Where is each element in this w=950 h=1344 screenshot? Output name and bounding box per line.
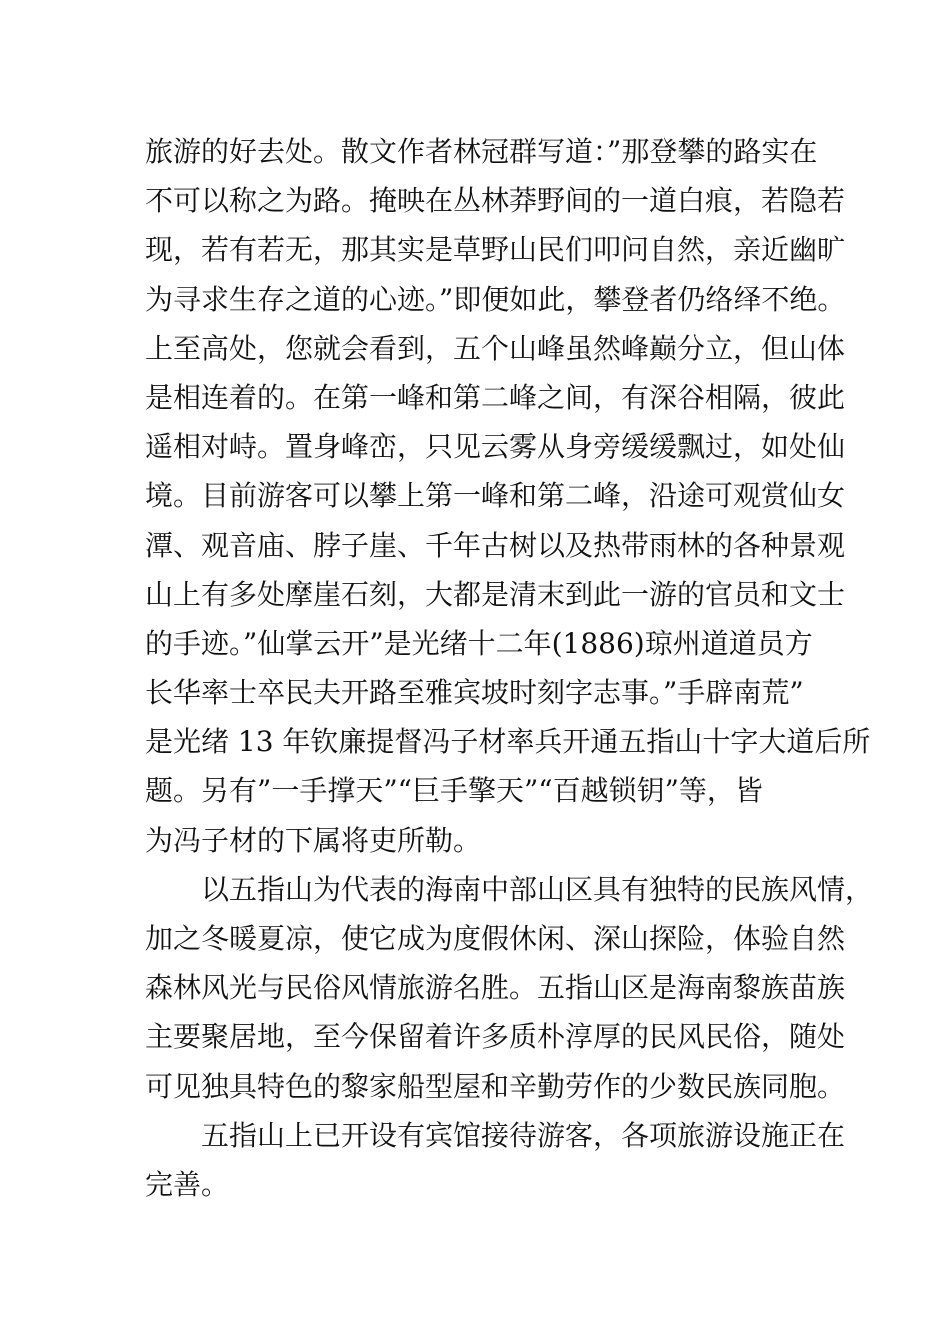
text-line: 上至高处，您就会看到，五个山峰虽然峰巅分立，但山体 xyxy=(145,331,846,365)
text-line: 为冯子材的下属将吏所勒。 xyxy=(145,823,482,857)
text-line: 不可以称之为路。掩映在丛林莽野间的一道白痕，若隐若 xyxy=(145,184,846,218)
text-line: 森林风光与民俗风情旅游名胜。五指山区是海南黎族苗族 xyxy=(145,971,846,1005)
text-line: 题。另有”一手撑天”“巨手擎天”“百越锁钥”等，皆 xyxy=(145,774,763,808)
text-line: 的手迹。”仙掌云开”是光绪十二年(1886)琼州道道员方 xyxy=(145,626,813,660)
body-text xyxy=(145,127,874,1209)
text-line: 可见独具特色的黎家船型屋和辛勤劳作的少数民族同胞。 xyxy=(145,1069,846,1103)
text-line: 五指山上已开设有宾馆接待游客，各项旅游设施正在 xyxy=(145,1118,846,1152)
text-line: 长华率士卒民夫开路至雅宾坡时刻字志事。”手辟南荒” xyxy=(145,676,804,710)
text-line: 是相连着的。在第一峰和第二峰之间，有深谷相隔，彼此 xyxy=(145,380,846,414)
text-line: 旅游的好去处。散文作者林冠群写道：”那登攀的路实在 xyxy=(145,135,818,168)
text-line: 境。目前游客可以攀上第一峰和第二峰，沿途可观赏仙女 xyxy=(145,479,846,513)
text-line: 潭、观音庙、脖子崖、千年古树以及热带雨林的各种景观 xyxy=(145,528,846,562)
text-line: 为寻求生存之道的心迹。”即便如此，攀登者仍络绎不绝。 xyxy=(145,282,846,316)
text-line: 以五指山为代表的海南中部山区具有独特的民族风情， xyxy=(145,872,874,906)
text-line: 山上有多处摩崖石刻，大都是清末到此一游的官员和文士 xyxy=(145,577,846,611)
text-line: 是光绪 13 年钦廉提督冯子材率兵开通五指山十字大道后所 xyxy=(145,725,871,759)
text-line: 遥相对峙。置身峰峦，只见云雾从身旁缓缓飘过，如处仙 xyxy=(145,430,846,464)
text-line: 现，若有若无，那其实是草野山民们叩问自然，亲近幽旷 xyxy=(145,233,846,267)
text-line: 完善。 xyxy=(145,1167,230,1201)
text-line: 主要聚居地，至今保留着许多质朴淳厚的民风民俗，随处 xyxy=(145,1020,846,1054)
text-line: 加之冬暖夏凉，使它成为度假休闲、深山探险，体验自然 xyxy=(145,922,846,955)
